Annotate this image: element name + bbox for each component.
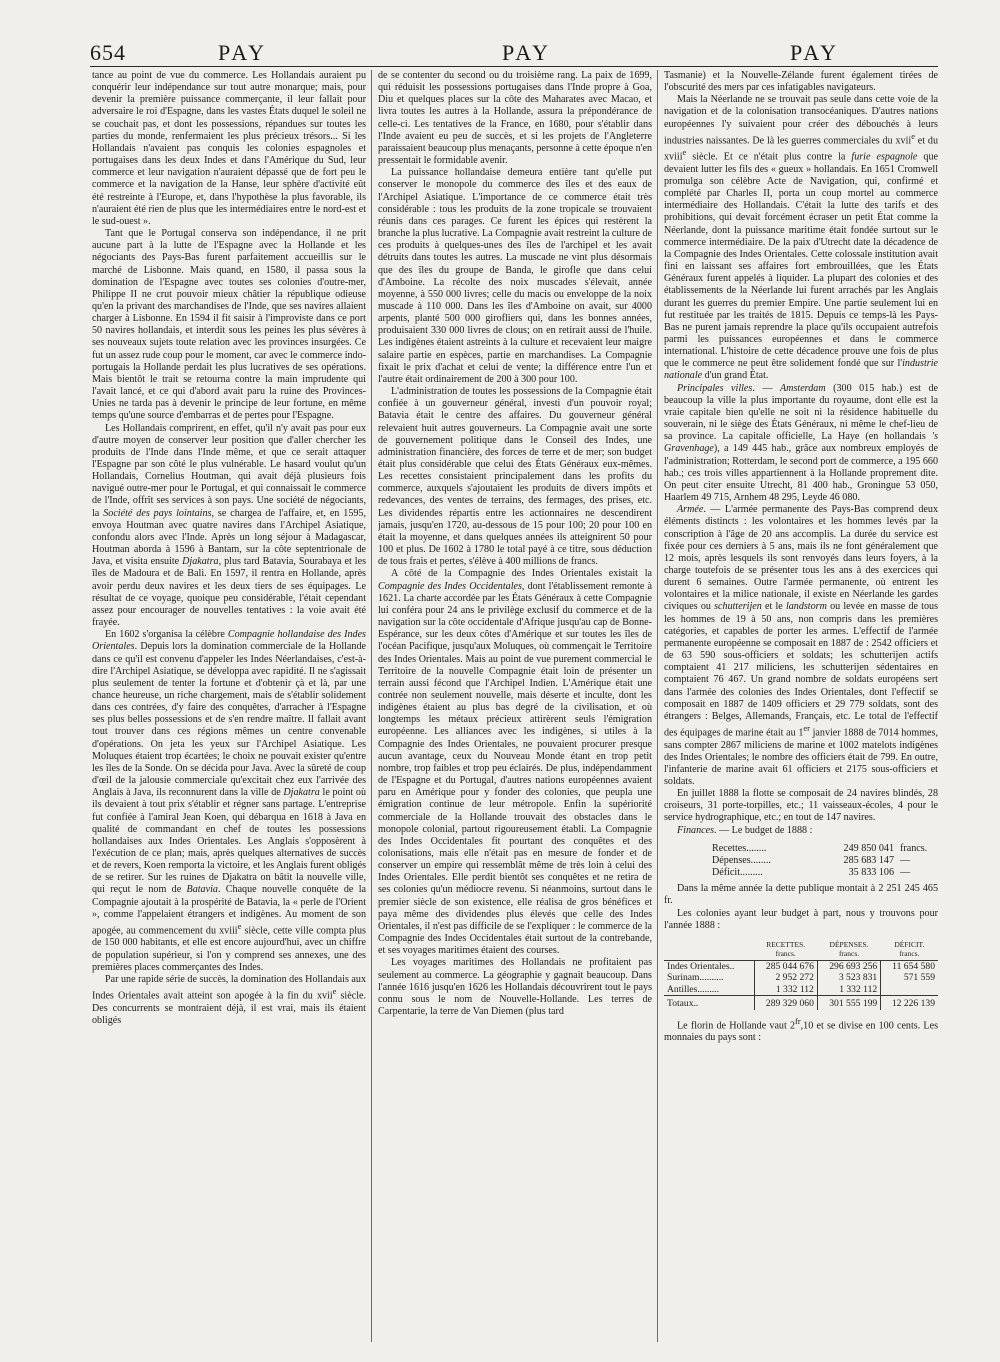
budget-label: Recettes........	[712, 842, 767, 854]
paragraph: En juillet 1888 la flotte se composait de 24 navires blindés, 28 croiseurs, 31 porte-torpilles, etc.; 11 vaisseaux-écoles, 4 pour le service hydrographique, etc.; en tout de 147 navires.	[664, 788, 938, 824]
column-divider	[657, 70, 658, 1342]
table-cell-amount: 1 332 112	[817, 984, 880, 996]
table-cell-amount: 12 226 139	[881, 996, 938, 1010]
paragraph: Mais la Néerlande ne se trouvait pas seule dans cette voie de la navigation et de la colonisation transocéaniques. D'autres nations européennes l'y suivaient pour créer des débouchés à leurs industries naissantes. De là les guerres commerciales du xvii$^e$ et du xviii$^e$ siècle. Et ce n'était plus contre la furie espagnole que devaient lutter les fils des « gueux » hollandais. En 1651 Cromwell promulga son célèbre Acte de Navigation, qui, confirmé et complété par Charles II, porta un coup mortel au commerce intermédiaire des Hollandais. C'était la lutte des tarifs et des prohibitions, qui devait forcément écraser un petit État comme la Néerlande, dont la puissance maritime était fondée surtout sur le commerce intermédiaire. De la paix d'Utrecht date la décadence de la Compagnie des Indes Orientales. Cette colossale institution avait fini en laissant ses affaires fort embrouillées, que les États Généraux furent appelés à liquider. La plupart des colonies et des établissements de la Néerlande lui furent arrachés par les Anglais durant les guerres du premier Empire. Une partie seulement lui en fut restituée par les traités de 1815. Depuis ce temps-là les Pays-Bas ne purent jamais reprendre la place qu'ils occupaient autrefois parmi les puissances européennes et dans le commerce international. L'histoire de cette décadence prouve une fois de plus que le commerce ne peut être solidement fondé que sur l'industrie nationale d'un grand État.	[664, 94, 938, 382]
paragraph: Finances. — Le budget de 1888 :	[677, 824, 813, 836]
text-column-3	[664, 70, 938, 1345]
table-cell-amount: 289 329 060	[754, 996, 817, 1010]
table-cell-colony: Surinam..........	[667, 972, 724, 984]
header-label: DÉPENSES.	[829, 939, 869, 949]
budget-amount: 285 683 147	[843, 854, 894, 866]
paragraph: Dans la même année la dette publique montait à 2 251 245 465 fr.	[664, 883, 938, 907]
header-label: RECETTES.	[766, 939, 806, 949]
paragraph: Principales villes. — Amsterdam (300 015 hab.) est de beaucoup la ville la plus importante du royaume, dont elle est la vraie capitale bien qu'elle ne soit ni la résidence habituelle du souverain, ni le siège des États Généraux, ni même le chef-lieu de sa province. La capitale officielle, La Haye (en hollandais 's Gravenhage), a 149 445 hab., grâce aux nombreux employés de l'administration; Rotterdam, le second port de commerce, a 195 660 hab.; ces trois villes appartiennent à la Hollande proprement dite. On peut citer ensuite Utrecht, 81 400 hab., Groningue 53 050, Haarlem 49 715, Arnhem 48 295, Leyde 46 080.	[664, 382, 938, 504]
budget-unit: —	[900, 867, 911, 879]
table-total-row	[664, 996, 938, 1010]
paragraph: Tant que le Portugal conserva son indépendance, il ne prit aucune part à la lutte de l'Espagne avec la Hollande et les négociants des Pays-Bas furent parfaitement accueillis sur le marché de Lisbonne. Mais quand, en 1580, il passa sous la domination de l'Espagne avec toutes ses colonies d'outre-mer, Philippe II ne crut pouvoir mieux châtier la république odieuse qu'en la privant des marchandises de l'Inde, que ses navires allaient charger à Lisbonne. En 1594 il fit saisir à l'improviste dans ce port 50 navires hollandais, et interdit sous les peines les plus sévères à ses nouveaux sujets toute relation avec les provinces insurgées. Ce fut un assez rude coup pour le moment, car avec le commerce indo-portugais la Hollande perdait les plus lucratives de ses opérations. Mais bientôt le trait se retourna contre la main imprudente qui l'avait lancé, et ce qui d'abord avait paru la ruine des Provinces-Unies ne tarda pas à devenir le principe de leur fortune, en même temps qu'une source d'embarras et de pertes pour l'Espagne.	[92, 228, 366, 422]
paragraph: tance au point de vue du commerce. Les Hollandais auraient pu conquérir leur indépendance sur tout autre monarque; mais, pour devenir la première puissance commerçante, il leur fallait pour adversaire le roi d'Espagne, dans les vastes États duquel le soleil ne se couchait pas, et dont les possessions, répandues sur toutes les parties du monde, renfermaient les plus précieux trésors... Si les Hollandais n'avaient pas conquis les colonies espagnoles et portugaises dans les deux Indes et dans l'Amérique du Sud, leur commerce et leur navigation n'auraient dépassé que de fort peu le commerce et la navigation de la Hanse, leur sphère d'activité eût été restreinte à l'Europe, et, dans l'hypothèse la plus favorable, ils n'auraient été rien de plus que les intermédiaires entre le nord-est et le sud-ouest ».	[92, 70, 366, 227]
paragraph: Les voyages maritimes des Hollandais ne profitaient pas seulement au commerce. La géographie y gagnait beaucoup. Dans l'année 1616 jusqu'en 1626 les Hollandais découvrirent tout le pays connu sous le nom de Nouvelle-Hollande. Les terres de Carpentarie, la terre de Van Diemen (plus tard	[378, 957, 652, 1018]
header-label: DÉFICIT.	[894, 939, 925, 949]
paragraph: Les Hollandais comprirent, en effet, qu'il n'y avait pas pour eux d'autre moyen de conserver leur position que d'aller chercher les produits de l'Inde dans l'Inde même, et que ce serait attaquer l'Espagne par son côté le plus vulnérable. Le hasard voulut qu'un Hollandais, Cornelius Houtman, qui avait déjà plusieurs fois navigué outre-mer pour le Portugal, et qui connaissait le commerce de l'Inde, offrît ses services à son pays. Une société de négociants, la Société des pays lointains, se chargea de l'affaire, et, en 1595, envoya Houtman avec quatre navires dans l'Archipel Asiatique, confondu alors avec l'Inde. Après un long séjour à Madagascar, Houtman aborda à 1596 à Bantam, sur la côte septentrionale de Java, et visita ensuite Djakatra, plus tard Batavia, Sourabaya et les îles de Madoura et de Bali. En 1597, il rentra en Hollande, après avoir perdu deux navires et les deux tiers de ses équipages. Le résultat de ce voyage, quoique peu considérable, l'était cependant assez pour encourager de nouvelles tentatives : la voie avait été frayée.	[92, 422, 366, 629]
table-header-recettes	[754, 938, 817, 961]
budget-amount: 249 850 041	[843, 842, 894, 854]
running-head-center: PAY	[502, 40, 551, 65]
budget-row	[664, 843, 938, 855]
paragraph: En 1602 s'organisa la célèbre Compagnie hollandaise des Indes Orientales. Depuis lors la domination commerciale de la Hollande dans ce qu'il est convenu d'appeler les Indes Néerlandaises, c'est-à-dire l'Archipel Asiatique, se développa avec rapidité. Il ne s'agissait plus seulement de tenter la fortune et d'obtenir çà et là, par une chance heureuse, un riche chargement, mais de s'établir solidement dans ces contrées, d'y faire des conquêtes, d'arracher à l'Espagne ses plus belles possessions et de s'en rendre maître. Il fallait avant tout trouver dans ces régions mêmes un centre convenable d'opérations. On jeta les yeux sur l'Archipel Asiatique. Les Moluques étaient trop écartées; le choix ne pouvait exister qu'entre les îles de la Sonde. On se décida pour Java. Avec la sûreté de coup d'œil de la jalousie commerciale qu'excitait chez eux l'arrivée des Anglais à Java, ils reconnurent dans la ville de Djakatra le point où ils devaient à tout prix s'établir et régner sans partage. L'entreprise fut confiée à l'amiral Jean Koen, qui débarqua en 1618 à Java en qualité de commandant en chef de toutes les possessions hollandaises aux Indes Orientales. Les Anglais s'opposèrent à l'exécution de ce plan; mais, après quelques alternatives de succès et de revers, Koen remporta la victoire, et les Anglais furent obligés de se retirer. Sur les ruines de Djakatra on bâtit la nouvelle ville, qui reçut le nom de Batavia. Chaque nouvelle conquête de la Compagnie ajoutait à la prospérité de Batavia, la « perle de l'Orient », comme l'appelaient étrangers et indigènes. Au moment de son apogée, au commencement du xviii$^e$ siècle, cette ville compta plus de 150 000 habitants, et elle est encore aujourd'hui, avec un chiffre de population supérieur, si l'on y comprend ses annexes, une des premières places commerçantes des Indes.	[92, 629, 366, 973]
header-unit: francs.	[899, 948, 920, 958]
table-header-deficit	[881, 938, 938, 961]
closing-paragraph	[664, 1016, 938, 1045]
table-cell-amount: 3 523 831	[817, 972, 880, 984]
table-cell-amount: 301 555 199	[817, 996, 880, 1010]
table-cell-amount: 571 559	[881, 972, 938, 984]
budget-1888	[664, 843, 938, 880]
table-row	[664, 972, 938, 984]
table-body	[664, 960, 938, 1010]
table-cell-amount: 11 654 580	[881, 960, 938, 972]
text-column-1	[92, 70, 366, 1345]
table-cell-amount: 296 693 256	[817, 960, 880, 972]
budget-row	[664, 855, 938, 867]
table-header-row	[664, 938, 938, 961]
colonies-budget-table	[664, 938, 938, 1010]
paragraph: de se contenter du second ou du troisième rang. La paix de 1699, qui réduisit les possessions portugaises dans l'Inde propre à Goa, Diu et quelques places sur la côte des Maharates avec Macao, et livra toutes les autres à la Hollande, assura la prépondérance de celle-ci. Les tentatives de la France, en 1680, pour s'établir dans l'Inde avaient eu peu de succès, et si les projets de l'Angleterre paraissaient beaucoup plus menaçants, personne à cette époque n'en pressentait le formidable avenir.	[378, 70, 652, 167]
paragraph: La puissance hollandaise demeura entière tant qu'elle put conserver le monopole du commerce des îles et des eaux de l'Archipel Asiatique. L'importance de ce commerce était très considérable : tous les produits de la zone tropicale se trouvaient réunis dans ces parages. Ce furent les épices qui restèrent la branche la plus lucrative. La Compagnie avait restreint la culture de ces produits à quelques-unes des îles de l'archipel et les avait détruits dans toutes les autres. La muscade ne vint plus désormais que des îles du groupe de Banda, le girofle que dans celui d'Amboine. La récolte des noix muscades s'élevait, année moyenne, à 550 000 livres; celle du macis ou enveloppe de la noix muscade à 110 000. Dans les îles d'Amboine on avait, sur 4000 arpents, planté 500 000 girofliers qui, dans les bonnes années, produisaient 330 000 livres de clous; on en retirait aussi de l'huile. Les indigènes étaient astreints à la culture et recevaient leur maigre salaire partie en espèces, partie en marchandises. La Compagnie fixait le prix d'achat et celui de vente; la différence entre l'un et l'autre était ordinairement de 200 à 300 pour 100.	[378, 167, 652, 385]
table-row	[664, 984, 938, 996]
budget-amount: 35 833 106	[848, 867, 894, 879]
header-unit: francs.	[775, 948, 796, 958]
running-head-right: PAY	[790, 40, 839, 65]
text-column-2	[378, 70, 652, 1345]
table-cell-amount	[881, 984, 938, 996]
running-head-left: PAY	[218, 40, 267, 65]
table-cell-amount: 1 332 112	[754, 984, 817, 996]
paragraph: Les colonies ayant leur budget à part, nous y trouvons pour l'année 1888 :	[664, 907, 938, 931]
column-3-paragraphs	[664, 70, 938, 837]
table-cell-colony: Indes Orientales..	[667, 960, 735, 972]
table-cell-colony: Antilles.........	[667, 983, 719, 995]
table-cell-colony: Totaux..	[664, 996, 754, 1010]
table-row	[664, 960, 938, 972]
paragraph: Armée. — L'armée permanente des Pays-Bas comprend deux éléments distincts : les volontaires et les hommes levés par la conscription à l'âge de 20 ans accomplis. La durée du service est fixée pour ces derniers à 5 ans, mais ils ne font généralement que 12 mois, après lesquels ils sont renvoyés dans leurs foyers, à la charge toutefois de se présenter tous les ans à des exercices qui durent 6 semaines. Outre l'armée permanente, où entrent les volontaires et la milice nationale, il existe en Néerlande les gardes civiques ou schutterijen et le landstorm ou levée en masse de tous les hommes de 19 à 50 ans, non compris dans les premières catégories, et capables de porter les armes. L'effectif de l'armée permanente européenne se composait en 1887 de : 2542 officiers et de 63 590 sous-officiers et soldats; les schutterijen actifs comptaient 41 217 miliciens, les schutterijen sédentaires en comptaient 76 467. Un grand nombre de soldats européens sert dans l'armée des colonies des Indes Orientales, dont l'effectif se composait en 1887 de 1409 officiers et 29 779 soldats, sont des étrangers : Belges, Allemands, Français, etc. Le total de l'effectif des équipages de marine était au 1er janvier 1888 de 7014 hommes, sans compter 2867 miliciens de marine et 1002 matelots indigènes des Indes Orientales; le nombre des officiers était de 799. En outre, l'infanterie de marine avait 61 officiers et 2175 sous-officiers et soldats.	[664, 504, 938, 787]
page-number: 654	[90, 40, 126, 65]
table-header-depenses	[817, 938, 880, 961]
table-cell-amount: 2 952 272	[754, 972, 817, 984]
header-unit: francs.	[838, 948, 860, 958]
budget-row	[664, 867, 938, 879]
budget-unit: francs.	[900, 842, 928, 854]
table-header-cell	[664, 938, 754, 961]
column-divider	[371, 70, 372, 1342]
budget-label: Dépenses........	[712, 854, 771, 866]
paragraph: Tasmanie) et la Nouvelle-Zélande furent également tirées de l'obscurité des mers par ces infatigables navigateurs.	[664, 70, 938, 94]
paragraph: Le florin de Hollande vaut $2^{fr},10$ et se divise en 100 cents. Les monnaies du pays sont :	[664, 1016, 938, 1044]
paragraph: Par une rapide série de succès, la domination des Hollandais aux Indes Orientales avait atteint son apogée à la fin du xvii$^e$ siècle. Des concurrents se montraient déjà, il est vrai, mais ils étaient obligés	[92, 973, 366, 1026]
paragraph: L'administration de toutes les possessions de la Compagnie était confiée à un gouverneur général, investi d'un pouvoir royal; Batavia était le centre des affaires. Du gouverneur général relevaient huit autres gouverneurs. La Compagnie avait une sorte de gouvernement politique dans le Conseil des Indes, une administration financière, des forces de terre et de mer; son budget était plus considérable que celui des États Généraux eux-mêmes. Les recettes consistaient principalement dans les profits du commerce, auxquels s'ajoutaient les produits de divers impôts et redevances, des ventes de terrains, des fermages, des prises, etc. Les dividendes répartis entre les actionnaires ne descendirent jamais, jusqu'en 1720, au-dessous de 15 pour 100; 20 pour 100 en était la moyenne, et dans quelques années ils atteignirent 50 pour 100 et plus. De 1602 à 1780 le total payé à ce titre, sous déduction de tous frais et pertes, s'élève à 400 millions de francs.	[378, 386, 652, 568]
paragraph: A côté de la Compagnie des Indes Orientales existait la Compagnie des Indes Occidentales, dont l'établissement remonte à 1621. La charte accordée par les États Généraux à cette Compagnie lui conféra pour 24 ans le privilège exclusif du commerce et de la navigation sur la côte occidentale d'Afrique jusqu'au cap de Bonne-Espérance, sur les deux côtes d'Amérique et sur toutes les îles de l'océan Pacifique, jusqu'aux Moluques, où commençait le Territoire des Indes Orientales. Mais au point de vue purement commercial le Territoire de la nouvelle Compagnie était loin de présenter un terrain aussi fécond que l'Archipel Indien. L'Amérique était une contrée non seulement nouvelle, mais déserte et inculte, dont les indigènes étaient au plus bas degré de la civilisation, et où longtemps les métaux précieux attirèrent seuls l'émigration européenne. Les alliances avec les indigènes, si utiles à la Compagnie des Indes Orientales, ne pouvaient procurer presque aucun avantage, ceux du Nouveau Monde étant en trop petit nombre, trop faibles et trop peu éclairés. De plus, indépendamment de l'Espagne et du Portugal, d'autres nations européennes avaient paru en Amérique pour y fonder des colonies, que peupla une émigration continue de leur métropole. Enfin la supériorité commerciale de la Hollande trouvait des obstacles dans le monopole colonial, partout rigoureusement établi. La Compagnie des Indes Occidentales fit pourtant des conquêtes et des colonisations, mais elle n'était pas en mesure de fonder et de conserver un empire qui ressemblât même de très loin à celui des Indes Orientales. Elle perdit bientôt ses conquêtes et ne retira de ses colonies qu'un médiocre revenu. Si néanmoins, surtout dans le premier siècle de son existence, elle réalisa de gros bénéfices et paya même des dividendes plus élevés que celle des Indes Orientales, il n'est pas difficile de se l'expliquer : le commerce de la Compagnie des Indes Occidentales était surtout de la contrebande, et ses voyages maritimes étaient des courses.	[378, 568, 652, 957]
budget-label: Déficit.........	[712, 867, 763, 879]
table-cell-amount: 285 044 676	[754, 960, 817, 972]
after-budget-paragraphs	[664, 883, 938, 932]
budget-unit: —	[900, 854, 911, 866]
header-rule	[90, 66, 938, 67]
